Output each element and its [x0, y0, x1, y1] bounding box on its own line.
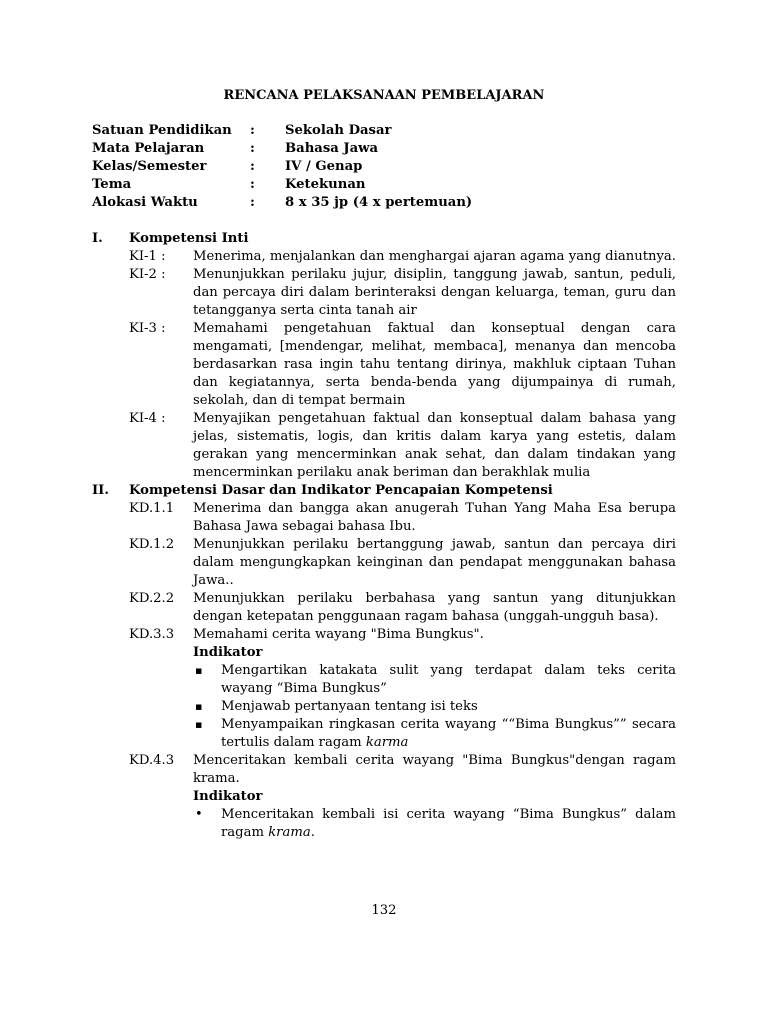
meta-key: Mata Pelajaran — [92, 141, 205, 156]
meta-value: IV / Genap — [285, 159, 363, 174]
kd-code: KD.1.2 — [129, 537, 175, 552]
meta-row-mapel — [92, 140, 592, 158]
section-number: II. — [92, 483, 109, 498]
meta-colon: : — [250, 141, 255, 156]
kd-item — [92, 536, 676, 590]
meta-row-alokasi — [92, 194, 592, 212]
indikator-heading: Indikator — [193, 789, 263, 804]
ki-text: Menerima, menjalankan dan menghargai ajaran agama yang dianutnya. — [193, 249, 676, 264]
ki-item — [92, 266, 676, 320]
kd-text: Menceritakan kembali cerita wayang "Bima Bungkus"dengan ragam krama. — [193, 753, 676, 786]
ki-text: Menunjukkan perilaku jujur, disiplin, tanggung jawab, santun, peduli, dan percaya diri dalam berinteraksi dengan keluarga, teman, guru dan tetangganya serta cinta tanah air — [193, 267, 676, 318]
meta-row-satuan — [92, 122, 592, 140]
indikator-text: Menceritakan kembali isi cerita wayang “Bima Bungkus” dalam ragam — [221, 807, 676, 840]
meta-row-tema — [92, 176, 592, 194]
meta-row-kelas — [92, 158, 592, 176]
kd-item — [92, 590, 676, 626]
section-title: Kompetensi Inti — [129, 231, 249, 246]
meta-key: Alokasi Waktu — [92, 195, 198, 210]
ki-item — [92, 410, 676, 482]
ki-code: KI-4 : — [129, 411, 166, 426]
round-bullet-icon: • — [195, 807, 203, 822]
ki-text: Menyajikan pengetahuan faktual dan konseptual dalam bahasa yang jelas, sistematis, logis, dan kritis dalam karya yang estetis, dalam gerakan yang mencerminkan anak sehat, dan dalam tindakan yang mencerminkan perilaku anak beriman dan berakhlak mulia — [193, 411, 676, 480]
meta-colon: : — [250, 177, 255, 192]
square-bullet-icon: ▪ — [195, 700, 203, 713]
indikator-period: . — [310, 825, 315, 840]
indikator-item — [92, 716, 676, 752]
indikator-text: Mengartikan katakata sulit yang terdapat dalam teks cerita wayang “Bima Bungkus” — [221, 663, 676, 696]
document-body — [92, 230, 676, 842]
section-number: I. — [92, 231, 103, 246]
indikator-item — [92, 806, 676, 842]
meta-value: Bahasa Jawa — [285, 141, 379, 156]
ki-item — [92, 248, 676, 266]
meta-value: Sekolah Dasar — [285, 123, 392, 138]
kd-text: Memahami cerita wayang "Bima Bungkus". — [193, 627, 484, 642]
section-title: Kompetensi Dasar dan Indikator Pencapaian Kompetensi — [129, 483, 553, 498]
ki-code: KI-1 : — [129, 249, 166, 264]
ki-code: KI-3 : — [129, 321, 166, 336]
ki-text: Memahami pengetahuan faktual dan konseptual dengan cara mengamati, [mendengar, melihat, membaca], menanya dan mencoba berdasarkan rasa ingin tahu tentang dirinya, makhluk ciptaan Tuhan dan kegiatannya, serta benda-benda yang dijumpainya di rumah, sekolah, dan di tempat bermain — [193, 321, 676, 408]
meta-colon: : — [250, 159, 255, 174]
meta-key: Tema — [92, 177, 132, 192]
indikator-heading: Indikator — [193, 645, 263, 660]
meta-colon: : — [250, 123, 255, 138]
kd-item — [92, 752, 676, 788]
indikator-item — [92, 698, 676, 716]
indikator-emphasis: krama — [268, 825, 311, 840]
meta-value: Ketekunan — [285, 177, 366, 192]
kd-item — [92, 500, 676, 536]
kd-text: Menunjukkan perilaku bertanggung jawab, santun dan percaya diri dalam mengungkapkan keinginan dan pendapat menggunakan bahasa Jawa.. — [193, 537, 676, 588]
kd-code: KD.3.3 — [129, 627, 175, 642]
indikator-text: Menjawab pertanyaan tentang isi teks — [221, 699, 478, 714]
indikator-item — [92, 662, 676, 698]
indikator-text: Menyampaikan ringkasan cerita wayang ““Bima Bungkus”” secara tertulis dalam ragam — [221, 717, 676, 750]
kd-code: KD.2.2 — [129, 591, 175, 606]
meta-key: Kelas/Semester — [92, 159, 207, 174]
meta-colon: : — [250, 195, 255, 210]
kd-code: KD.1.1 — [129, 501, 175, 516]
identity-table — [92, 122, 592, 212]
ki-item — [92, 320, 676, 410]
kd-item — [92, 626, 676, 644]
page-number: 132 — [371, 903, 397, 918]
kd-text: Menunjukkan perilaku berbahasa yang santun yang ditunjukkan dengan ketepatan penggunaan ragam bahasa (unggah-ungguh basa). — [193, 591, 676, 624]
section-heading-kd — [92, 482, 676, 500]
square-bullet-icon: ▪ — [195, 664, 203, 677]
section-heading-ki — [92, 230, 676, 248]
document-title: RENCANA PELAKSANAAN PEMBELAJARAN — [223, 88, 545, 103]
meta-key: Satuan Pendidikan — [92, 123, 232, 138]
indikator-emphasis: karma — [365, 735, 409, 750]
meta-value: 8 x 35 jp (4 x pertemuan) — [285, 195, 473, 210]
ki-code: KI-2 : — [129, 267, 166, 282]
square-bullet-icon: ▪ — [195, 718, 203, 731]
kd-text: Menerima dan bangga akan anugerah Tuhan Yang Maha Esa berupa Bahasa Jawa sebagai bahasa Ibu. — [193, 501, 676, 534]
kd-code: KD.4.3 — [129, 753, 175, 768]
